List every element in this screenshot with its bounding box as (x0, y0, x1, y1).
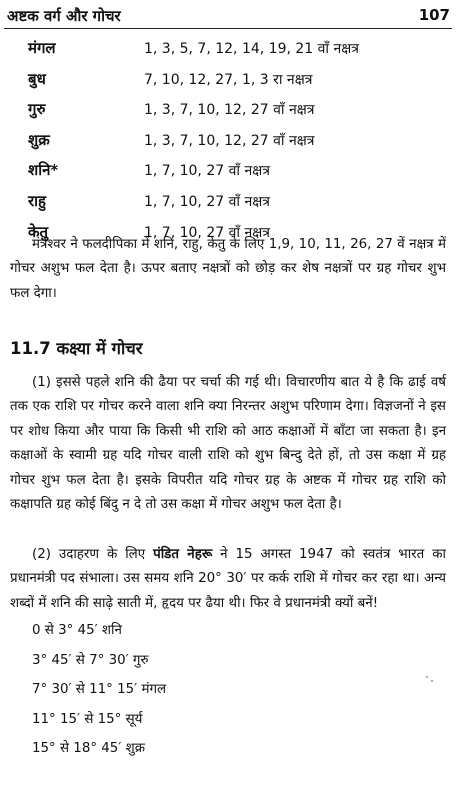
favourable-stars: 1, 3, 5, 7, 12, 14, 19, 21 वाँ नक्षत्र (144, 41, 360, 57)
text-line: वे प्रधानमंत्री क्यों बनें! (273, 595, 379, 611)
text-line: है कि ढाई वर्ष तक एक राशि पर गोचर करने वाला शनि क्या निरन्तर अशुभ (10, 375, 447, 415)
planet-name: राहु (28, 191, 46, 210)
favourable-stars: 1, 7, 10, 27 वाँ नक्षत्र (144, 193, 270, 210)
text-line: न दे तो उस कक्षा में गोचर अशुभ फल देता है। (122, 497, 342, 513)
text-line: विपरीत यदि गोचर ग्रह के अष्टक में गोचर ग्रह राशि को कक्षापति ग्रह कोई बिंदु (10, 472, 447, 513)
table-row (28, 191, 448, 222)
list-item: 7° 30′ से 11° 15′ मंगल (32, 682, 167, 697)
text-line: मंत्रेश्वर ने फलदीपिका में शनि, राहु, केतु के लिए 1,9, 10, 11, 26, 27 (32, 237, 393, 252)
planet-name: मंगल (28, 39, 56, 57)
table-row (28, 160, 448, 191)
list-item: 3° 45′ से 7° 30′ गुरु (32, 652, 149, 668)
text-line: राशि को शुभ बिन्दु देते हों, तो उस कक्षा में ग्रह गोचर शुभ फल देता है। इसके (10, 448, 446, 488)
kakshya-range-list (32, 620, 166, 768)
favourable-stars: 1, 3, 7, 10, 12, 27 वाँ नक्षत्र (144, 102, 315, 119)
table-row (28, 130, 448, 161)
favourable-stars: 7, 10, 12, 27, 1, 3 रा नक्षत्र (144, 71, 313, 88)
text-fragment: (2) उदाहरण के लिए (32, 547, 154, 562)
running-head: अष्टक वर्ग और गोचर (7, 7, 121, 25)
table-row (28, 99, 448, 130)
favourable-stars: 1, 7, 10, 27 वाँ नक्षत्र (144, 224, 270, 241)
text-line: वें नक्षत्र में गोचर अशुभ फल देता है। ऊपर बताए नक्षत्रों को छोड़ कर शेष नक्षत्रों (10, 237, 446, 277)
paragraph-phaladeepika (10, 233, 446, 306)
table-row (28, 38, 448, 69)
print-speck (431, 680, 433, 682)
list-item: 15° से 18° 45′ शुक्र (32, 741, 146, 756)
favourable-stars: 1, 3, 7, 10, 12, 27 वाँ नक्षत्र (144, 132, 315, 149)
transit-star-table (28, 38, 448, 252)
planet-name: गुरु (28, 100, 46, 119)
text-line: का प्रधानमंत्री पद संभाला। उस समय शनि 20° 30′ पर कर्क राशि में गोचर (10, 547, 446, 587)
table-row (28, 69, 448, 100)
planet-name: शुक्र (28, 130, 50, 149)
paragraph-nehru-example (10, 543, 446, 616)
paragraph-kakshya (10, 371, 446, 517)
section-heading: 11.7 कक्ष्या में गोचर (10, 339, 143, 358)
text-line: पर ग्रह गोचर शुभ फल देगा। (10, 261, 446, 301)
text-line: आठ कक्षाओं में बाँटा जा सकता है। इन कक्षाओं के स्वामी ग्रह यदि गोचर वाली (10, 423, 447, 464)
text-line: कर रहा था। अन्य शब्दों में शनि की साढ़े साती में, हृदय पर ढैया थी। फिर (10, 571, 447, 611)
text-fragment: ने 15 अगस्त 1947 को स्वतंत्र भारत (212, 547, 425, 562)
page-number: 107 (418, 6, 450, 24)
planet-name: केतु (28, 222, 49, 241)
planet-name: बुध (28, 69, 46, 88)
list-item: 0 से 3° 45′ शनि (32, 623, 122, 638)
page-header (7, 4, 450, 28)
planet-name: शनि* (28, 161, 59, 180)
favourable-stars: 1, 7, 10, 27 वाँ नक्षत्र (144, 163, 270, 180)
text-line: परिणाम देगा। विज्ञजनों ने इस पर शोध किया और पाया कि किसी भी राशि को (10, 399, 446, 439)
bold-name: पंडित नेहरू (153, 547, 213, 562)
text-line: (1) इससे पहले शनि की ढैया पर चर्चा की गई थी। विचारणीय बात ये (32, 375, 373, 390)
print-speck (426, 676, 428, 678)
header-rule (4, 28, 452, 29)
list-item: 11° 15′ से 15° सूर्य (32, 711, 143, 727)
